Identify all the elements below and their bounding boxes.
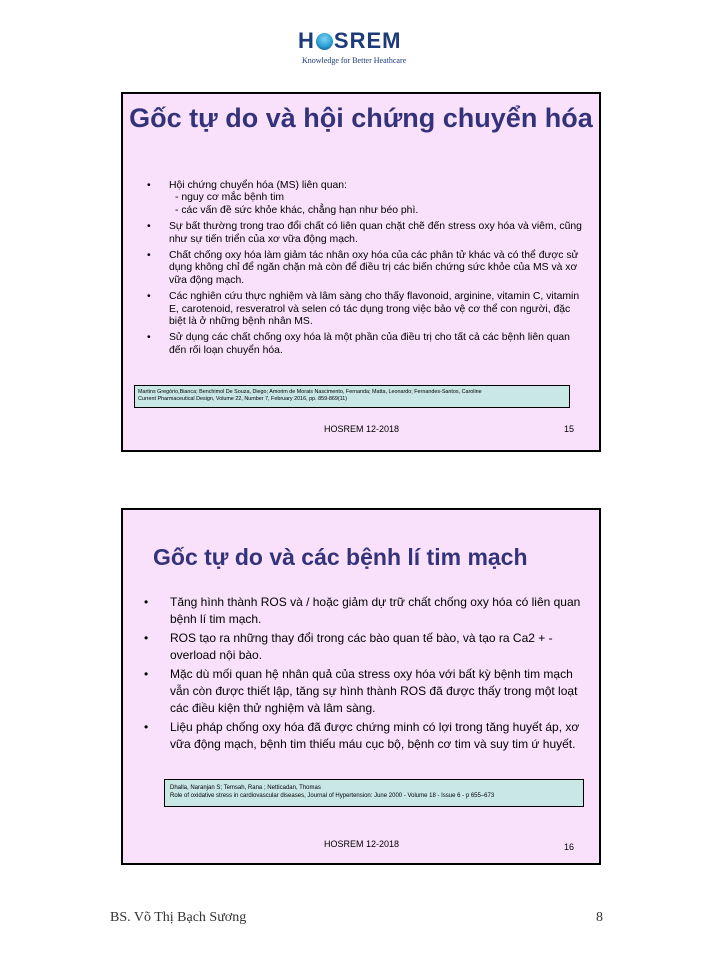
slide-15 bbox=[121, 92, 601, 452]
slide-footer: HOSREM 12-2018 bbox=[324, 424, 400, 434]
reference-source: Current Pharmaceutical Design, Volume 22, Number 7, February 2016, pp. 859-869(11) bbox=[138, 396, 348, 402]
list-item: • Tăng hình thành ROS và / hoặc giảm dự trữ chất chống oxy hóa có liên quan bệnh lí tim mạch. bbox=[144, 595, 581, 626]
reference-authors: Martins Gregório,Bianca; Benchimol De Souza, Diego; Amorim de Morais Nascimento, Fernanda; Matta, Leonardo; Fernandes-Santos, Caroline bbox=[138, 389, 482, 395]
list-item: • Sự bất thường trong trao đổi chất có liên quan chặt chẽ đến stress oxy hóa và viêm, cũng như sự tiến triển của xơ vữa động mạch. bbox=[147, 221, 582, 245]
list-item: • Sử dụng các chất chống oxy hóa là một phần của điều trị cho tất cả các bệnh liên quan đến rối loạn chuyển hóa. bbox=[147, 332, 570, 356]
list-item: • Các nghiên cứu thực nghiệm và lâm sàng cho thấy flavonoid, arginine, vitamin C, vitamin E, carotenoid, resveratrol và selen có tác dụng trong việc bảo vệ cơ thể con người, đặc biệt là ở những bệnh nhân MS. bbox=[147, 291, 580, 328]
sub-item: - các vấn đề sức khỏe khác, chẳng hạn như béo phì. bbox=[175, 204, 419, 216]
list-item: • ROS tạo ra những thay đổi trong các bào quan tế bào, và tạo ra Ca2 + -overload nội bào. bbox=[144, 631, 553, 662]
bullet-list bbox=[147, 180, 583, 361]
logo-tagline: Knowledge for Better Heathcare bbox=[302, 56, 407, 65]
slide-title: Gốc tự do và các bệnh lí tim mạch bbox=[153, 544, 528, 570]
globe-icon bbox=[316, 33, 333, 50]
sub-item: - nguy cơ mắc bệnh tim bbox=[175, 192, 285, 204]
list-item: • Liệu pháp chống oxy hóa đã được chứng minh có lợi trong tăng huyết áp, xơ vữa động mạch, bệnh tim thiếu máu cục bộ, bệnh cơ tim và suy tim ứ huyết. bbox=[144, 720, 580, 751]
bullet-list bbox=[144, 594, 584, 755]
slide-number: 15 bbox=[564, 424, 575, 434]
slide-16 bbox=[121, 508, 601, 865]
list-item: • Hội chứng chuyển hóa (MS) liên quan: - nguy cơ mắc bệnh tim - các vấn đề sức khỏe khác, chẳng hạn như béo phì. bbox=[147, 180, 583, 217]
reference-authors: Dhalla, Naranjan S; Temsah, Rana ; Netticadan, Thomas bbox=[170, 785, 321, 791]
page-author: BS. Võ Thị Bạch Sương bbox=[110, 910, 247, 925]
list-item: • Chất chống oxy hóa làm giảm tác nhân oxy hóa của các phân tử khác và có thể được sử dụng không chỉ để ngăn chặn mà còn để điều trị các biến chứng sức khỏe của MS và xơ vữa động mạch. bbox=[147, 250, 579, 286]
hosrem-logo bbox=[298, 28, 422, 70]
slide-number: 16 bbox=[564, 842, 575, 852]
logo-wordmark: H SREM bbox=[298, 28, 402, 53]
slide-title: Gốc tự do và hội chứng chuyển hóa bbox=[129, 103, 593, 133]
page-number: 8 bbox=[596, 910, 603, 925]
reference-box bbox=[134, 385, 570, 408]
list-item: • Mặc dù mối quan hệ nhân quả của stress oxy hóa với bất kỳ bệnh tim mạch vẫn còn được thiết lập, tăng sự hình thành ROS đã được thấy trong một loạt các điều kiện thử nghiệm và lâm sàng. bbox=[144, 667, 578, 715]
reference-source: Role of oxidative stress in cardiovascular diseases, Journal of Hypertension: June 2000 - Volume 18 - Issue 6 - p 655–673 bbox=[170, 793, 495, 799]
slide-footer: HOSREM 12-2018 bbox=[324, 839, 400, 849]
reference-box bbox=[164, 779, 584, 807]
